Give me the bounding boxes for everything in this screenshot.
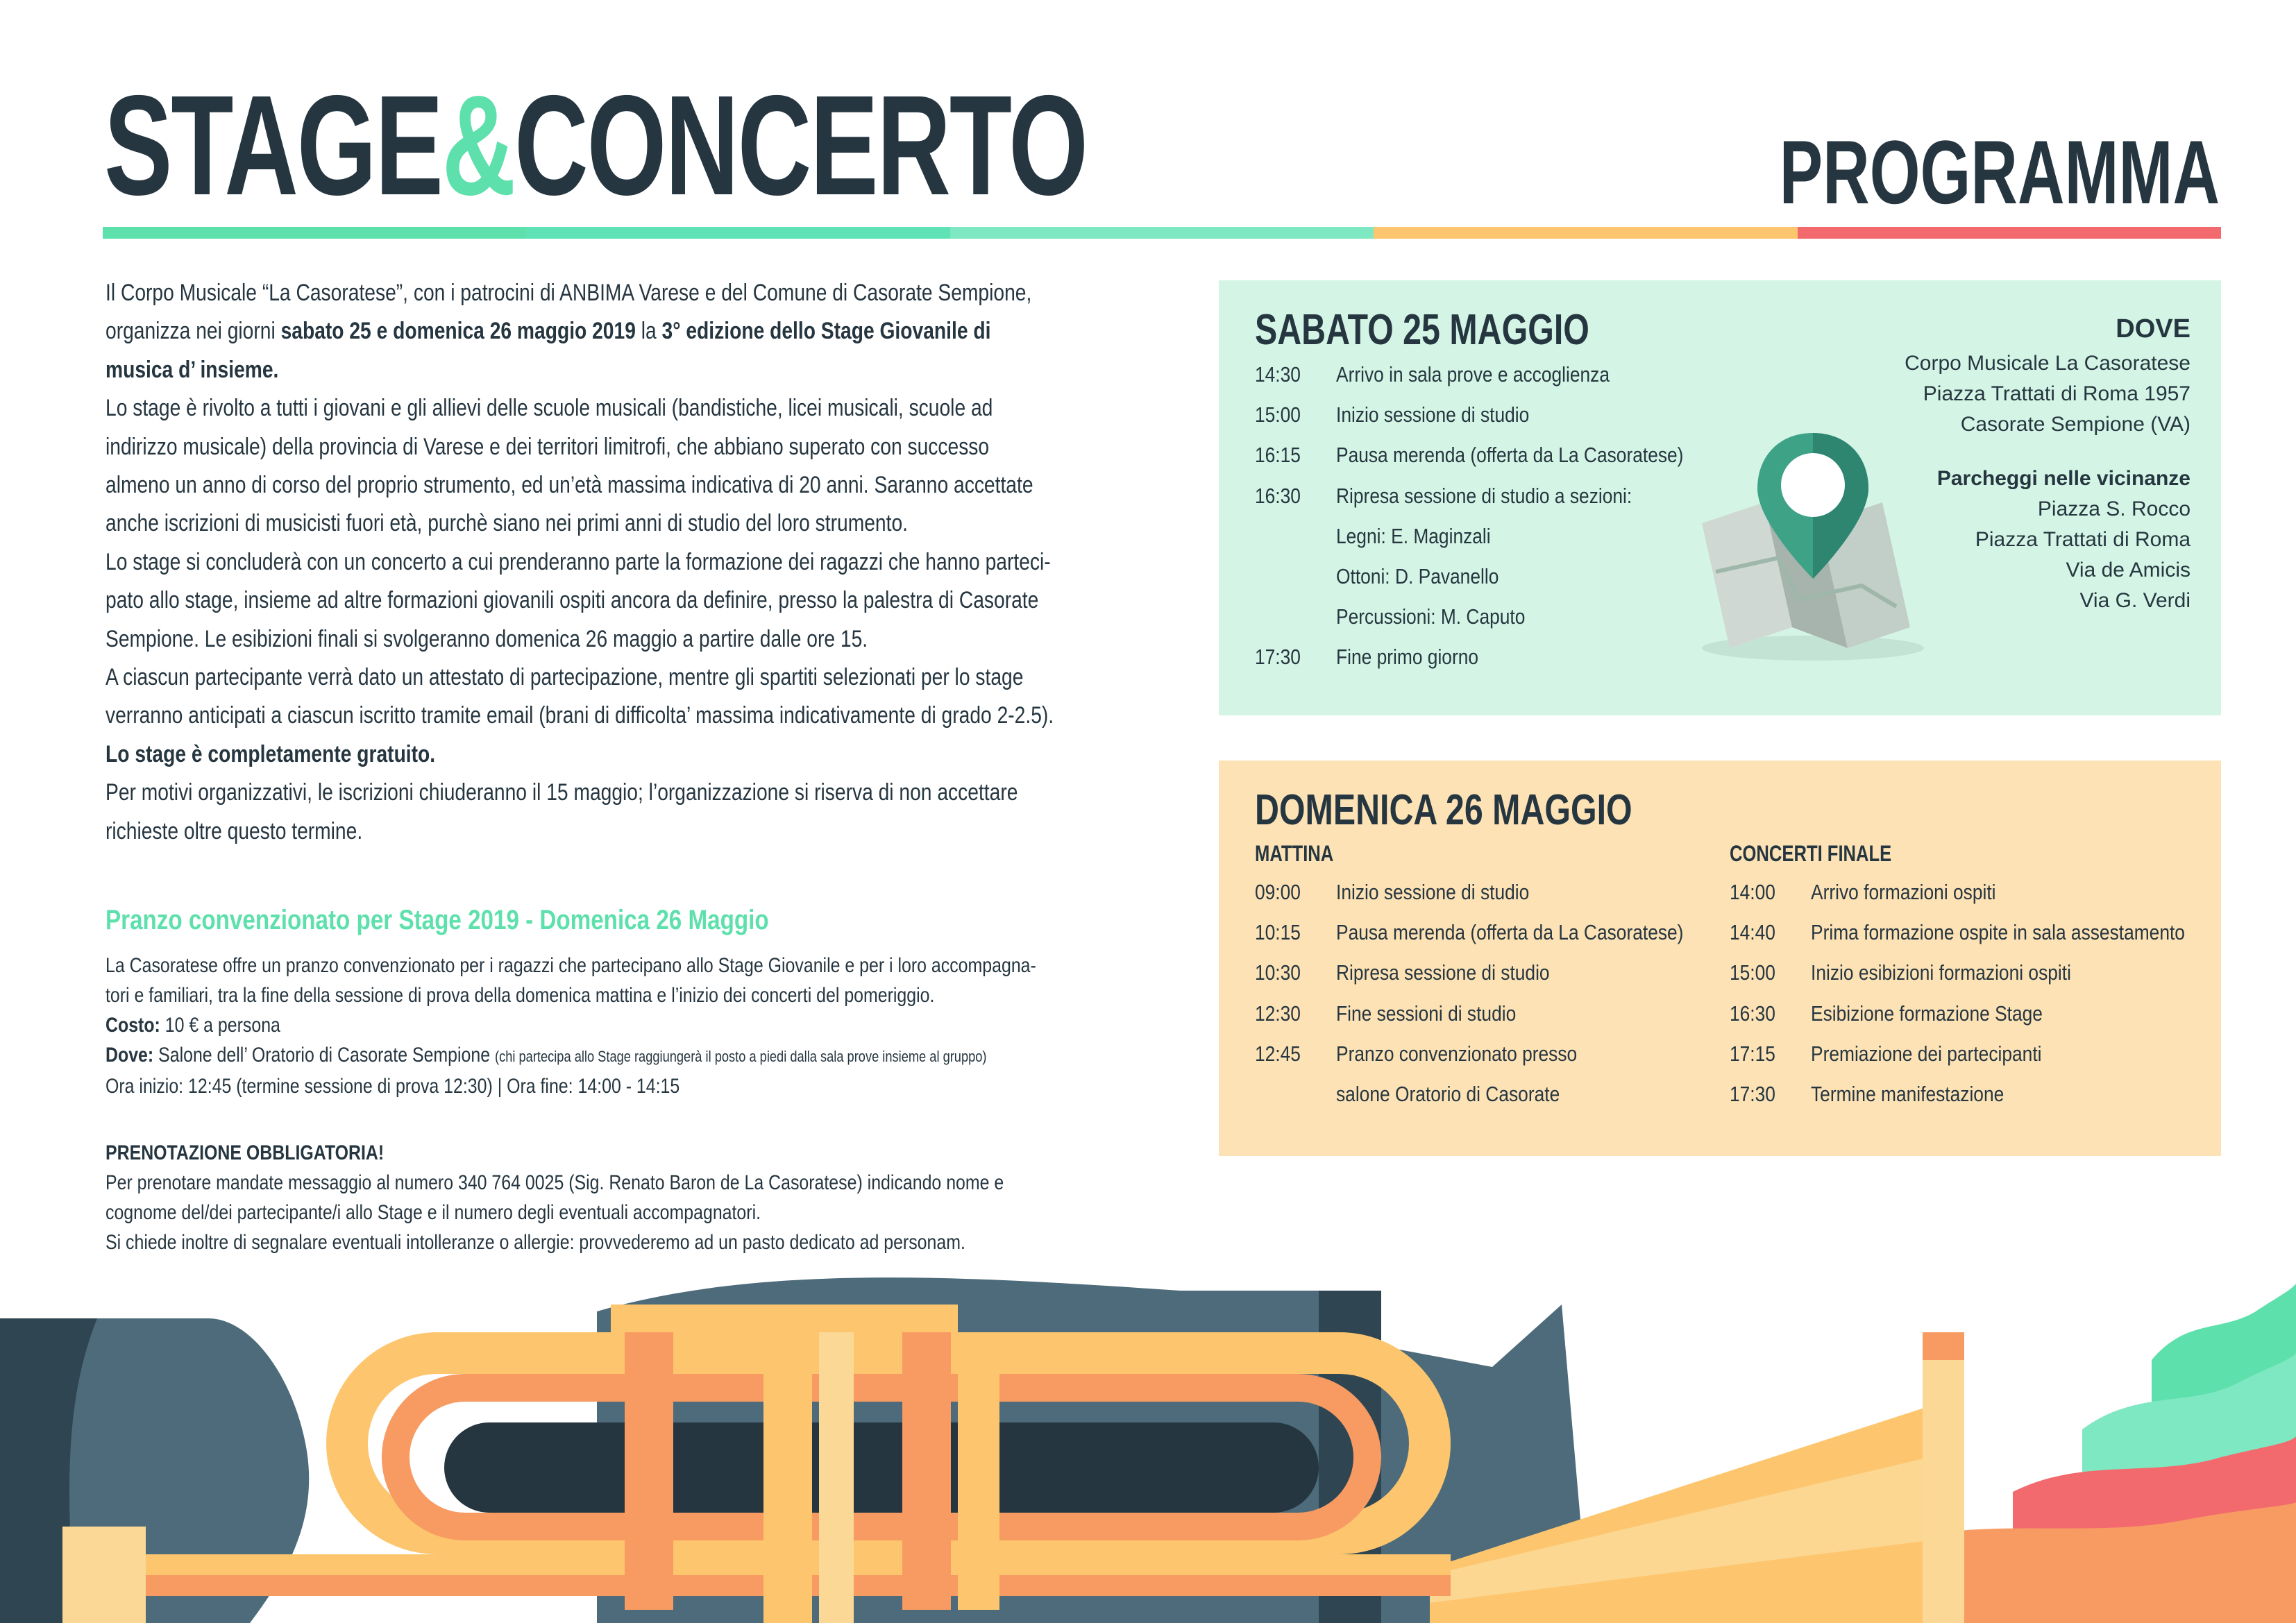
schedule-time: 16:15: [1255, 443, 1301, 468]
schedule-activity: Termine manifestazione: [1811, 1081, 2004, 1106]
stripe-segment-mint-1: [103, 227, 526, 239]
schedule-time: 14:00: [1730, 880, 1775, 904]
page-title: STAGE&CONCERTO: [104, 66, 1087, 225]
concerts-schedule-row: [1730, 960, 2202, 1001]
schedule-time: 12:30: [1255, 1001, 1301, 1026]
saturday-schedule-row: [1255, 484, 1741, 524]
schedule-activity: Arrivo formazioni ospiti: [1811, 880, 1996, 904]
parking-item: Via de Amicis: [2066, 559, 2191, 581]
morning-heading: MATTINA: [1255, 841, 1334, 866]
saturday-schedule-row: [1255, 604, 1741, 645]
lunch-section: [105, 951, 1056, 1101]
location-line: Piazza Trattati di Roma 1957: [1923, 382, 2191, 405]
schedule-activity: Fine sessioni di studio: [1336, 1001, 1517, 1026]
schedule-activity: Pausa merenda (offerta da La Casoratese): [1336, 443, 1684, 468]
schedule-activity: Arrivo in sala prove e accoglienza: [1336, 362, 1610, 386]
intro-text: [105, 274, 1056, 851]
saturday-schedule-box: [1219, 280, 2221, 715]
morning-schedule-row: [1255, 880, 1713, 920]
intro-paragraph-4: A ciascun partecipante verrà dato un attestato di partecipazione, mentre gli spartiti selezionati per lo stage verranno anticipati a ciascun iscritto tramite email (brani di difficolta’ massima indicativamente di grado 2-2.5).: [105, 664, 1054, 729]
concerts-schedule-row: [1730, 920, 2202, 960]
booking-line-1: Per prenotare mandate messaggio al numero 340 764 0025 (Sig. Renato Baron de La Casoratese) indicando nome e cognome del/dei partecipante/i allo Stage e il numero degli eventuali accompagnatori.: [105, 1171, 1004, 1224]
saturday-title: SABATO 25 MAGGIO: [1255, 306, 1589, 354]
schedule-time: 12:45: [1255, 1041, 1301, 1066]
saturday-schedule-row: [1255, 564, 1741, 604]
schedule-activity: Ripresa sessione di studio: [1336, 960, 1550, 985]
schedule-activity: Inizio sessione di studio: [1336, 402, 1530, 427]
schedule-time: 14:30: [1255, 362, 1301, 386]
schedule-activity: Pranzo convenzionato presso: [1336, 1041, 1578, 1066]
lunch-title: Pranzo convenzionato per Stage 2019 - Domenica 26 Maggio: [105, 905, 769, 935]
booking-line-2: Si chiede inoltre di segnalare eventuali intolleranze o allergie: provvederemo ad un pasto dedicato ad personam.: [105, 1231, 965, 1254]
lunch-text: La Casoratese offre un pranzo convenzionato per i ragazzi che partecipano allo Stage Giovanile e per i loro accompagna-tori e familiari, tra la fine della sessione di prova della domenica mattina e l’inizio dei concerti del pomeriggio.: [105, 954, 1036, 1007]
stripe-segment-yellow: [1374, 227, 1797, 239]
schedule-time: 16:30: [1255, 483, 1301, 508]
concerts-schedule-row: [1730, 880, 2202, 920]
morning-schedule-row: [1255, 1042, 1713, 1082]
saturday-schedule-row: [1255, 402, 1741, 443]
schedule-time: 09:00: [1255, 880, 1301, 904]
saturday-schedule-row: [1255, 524, 1741, 564]
schedule-time: 10:15: [1255, 920, 1301, 945]
sunday-title: DOMENICA 26 MAGGIO: [1255, 786, 1632, 834]
location-line: Casorate Sempione (VA): [1960, 413, 2191, 436]
saturday-schedule: [1255, 362, 1741, 686]
intro-paragraph-2: Lo stage è rivolto a tutti i giovani e gli allievi delle scuole musicali (bandistiche, licei musicali, scuole ad indirizzo musicale) della provincia di Varese e dei territori limitrofi, che abbiano superato con successo almeno un anno di corso del proprio strumento, ed un’età massima indicativa di 20 anni. Saranno accettate anche iscrizioni di musicisti fuori età, purchè siano nei primi anni di studio del loro strumento.: [105, 395, 1033, 537]
programma-heading: PROGRAMMA: [1779, 121, 2220, 223]
intro-paragraph-3: Lo stage si concluderà con un concerto a cui prenderanno parte la formazione dei ragazzi che hanno parteci-pato allo stage, insieme ad altre formazioni giovanili ospiti ancora da definire, presso la palestra di Casorate Sempione. Le esibizioni finali si svolgeranno domenica 26 maggio a partire dalle ore 15.: [105, 548, 1051, 652]
intro-paragraph-5: Lo stage è completamente gratuito.: [105, 740, 436, 767]
schedule-activity: Ripresa sessione di studio a sezioni:: [1336, 483, 1632, 508]
schedule-activity: salone Oratorio di Casorate: [1336, 1081, 1560, 1106]
map-pin-icon: [1688, 419, 1938, 669]
schedule-time: 16:30: [1730, 1001, 1775, 1026]
schedule-activity: Pausa merenda (offerta da La Casoratese): [1336, 920, 1684, 945]
stripe-segment-mint-3: [950, 227, 1374, 239]
saturday-schedule-row: [1255, 362, 1741, 402]
concerts-schedule-row: [1730, 1001, 2202, 1042]
trumpet-illustration: [0, 1249, 2296, 1623]
schedule-time: 17:30: [1255, 645, 1301, 670]
schedule-time: 17:15: [1730, 1041, 1775, 1066]
concerts-schedule-row: [1730, 1082, 2202, 1122]
intro-paragraph-1: Il Corpo Musicale “La Casoratese”, con i patrocini di ANBIMA Varese e del Comune di Casorate Sempione, organizza nei giorni sabato 25 e domenica 26 maggio 2019 la 3° edizione dello Stage Giovanile di musica d’ insieme.: [105, 280, 1032, 383]
parking-item: Piazza Trattati di Roma: [1975, 528, 2191, 551]
schedule-activity: Esibizione formazione Stage: [1811, 1001, 2043, 1026]
concerts-heading: CONCERTI FINALE: [1730, 841, 1892, 866]
schedule-time: 17:30: [1730, 1081, 1775, 1106]
lunch-times: Ora inizio: 12:45 (termine sessione di prova 12:30) | Ora fine: 14:00 - 14:15: [105, 1075, 680, 1098]
concerts-schedule: [1730, 880, 2202, 1122]
intro-paragraph-6: Per motivi organizzativi, le iscrizioni chiuderanno il 15 maggio; l’organizzazione si riserva di non accettare richieste oltre questo termine.: [105, 779, 1018, 844]
schedule-activity: Percussioni: M. Caputo: [1336, 604, 1526, 629]
schedule-time: 10:30: [1255, 960, 1301, 985]
schedule-activity: Fine primo giorno: [1336, 645, 1479, 670]
sunday-schedule-box: [1219, 760, 2221, 1156]
booking-section: [105, 1138, 1056, 1257]
location-heading: DOVE: [2116, 314, 2191, 343]
location-line: Corpo Musicale La Casoratese: [1905, 352, 2191, 375]
saturday-schedule-row: [1255, 645, 1741, 685]
schedule-time: 15:00: [1730, 960, 1775, 985]
booking-title: PRENOTAZIONE OBBLIGATORIA!: [105, 1141, 385, 1164]
schedule-time: 15:00: [1255, 402, 1301, 427]
schedule-time: 14:40: [1730, 920, 1775, 945]
saturday-schedule-row: [1255, 443, 1741, 483]
schedule-activity: Legni: E. Maginzali: [1336, 523, 1491, 548]
stripe-segment-coral: [1798, 227, 2221, 239]
morning-schedule-row: [1255, 1001, 1713, 1042]
stripe-segment-mint-2: [526, 227, 949, 239]
morning-schedule-row: [1255, 960, 1713, 1001]
morning-schedule-row: [1255, 1082, 1713, 1122]
morning-schedule-row: [1255, 920, 1713, 960]
parking-item: Via G. Verdi: [2079, 589, 2191, 612]
schedule-activity: Inizio sessione di studio: [1336, 880, 1530, 904]
lunch-cost: Costo: 10 € a persona: [105, 1014, 280, 1037]
parking-item: Piazza S. Rocco: [2037, 498, 2191, 520]
schedule-activity: Inizio esibizioni formazioni ospiti: [1811, 960, 2071, 985]
title-ampersand: &: [441, 66, 515, 225]
color-stripe: [103, 227, 2221, 239]
parking-heading: Parcheggi nelle vicinanze: [1936, 467, 2191, 490]
lunch-where: Dove: Salone dell’ Oratorio di Casorate Sempione (chi partecipa allo Stage raggiungerà il posto a piedi dalla sala prove insieme al gruppo): [105, 1044, 987, 1067]
concerts-schedule-row: [1730, 1042, 2202, 1082]
schedule-activity: Prima formazione ospite in sala assestamento: [1811, 920, 2185, 945]
morning-schedule: [1255, 880, 1713, 1122]
schedule-activity: Premiazione dei partecipanti: [1811, 1041, 2042, 1066]
schedule-activity: Ottoni: D. Pavanello: [1336, 563, 1499, 588]
